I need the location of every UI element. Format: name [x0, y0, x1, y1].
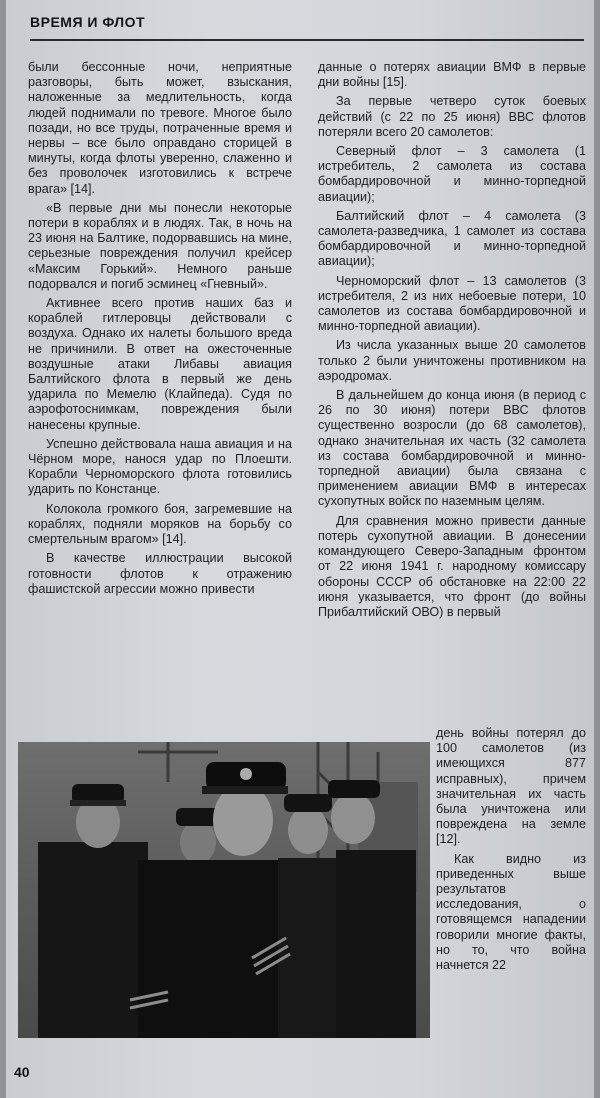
paragraph: данные о потерях авиации ВМФ в первые дни войны [15].: [318, 60, 586, 90]
magazine-page: [6, 0, 594, 1098]
header-divider: [30, 39, 584, 41]
section-header: ВРЕМЯ И ФЛОТ: [30, 14, 146, 30]
historical-photo-naval-officers: [18, 742, 430, 1038]
paragraph: Северный флот – 3 самолета (1 истребитель, 2 самолета из состава бомбардировочной и минно-торпедной авиации);: [318, 144, 586, 204]
right-text-column: [318, 60, 586, 624]
paragraph: «В первые дни мы понесли некоторые потери в кораблях и в людях. Так, в ночь на 23 июня на Балтике, подорвавшись на мине, серьезные повреждения получил крейсер «Максим Горький». Немного раньше подорвался и погиб эсминец «Гневный».: [28, 200, 292, 291]
paragraph: Как видно из приведенных выше результатов исследования, о готовящемся нападении говорили многие факты, но то, что война начнется 22: [436, 851, 586, 973]
paragraph: За первые четверо суток боевых действий (с 22 по 25 июня) ВВС флотов потеряли всего 20 самолетов:: [318, 94, 586, 139]
paragraph: Активнее всего против наших баз и кораблей гитлеровцы действовали с воздуха. Однако их налеты большого вреда не причинили. В ответ на ожесточенные воздушные атаки Либавы авиация Балтийского флота в первый же день ударила по Мемелю (Клайпеда). Судя по аэрофотоснимкам, повреждения были нанесены крупные.: [28, 296, 292, 432]
paragraph: день войны потерял до 100 самолетов (из имеющихся 877 исправных), причем значительная их часть была уничтожена или повреждена на земле [12].: [436, 726, 586, 847]
photo-wrap-text: [436, 726, 586, 977]
paragraph: Колокола громкого боя, загремевшие на кораблях, подняли моряков на борьбу со смертельным врагом» [14].: [28, 501, 292, 547]
page-number: 40: [14, 1064, 30, 1080]
paragraph: Из числа указанных выше 20 самолетов только 2 были уничтожены противником на аэродромах.: [318, 338, 586, 383]
left-text-column: [28, 60, 292, 601]
paragraph: Черноморский флот – 13 самолетов (3 истребителя, 2 из них небоевые потери, 10 самолетов из состава бомбардировочной и минно-торпедной авиации).: [318, 273, 586, 334]
paragraph: были бессонные ночи, неприятные разговоры, быть может, взыскания, наложенные за медлительность, когда людей поднимали по тревоге. Многое было позади, но все труды, потраченные время и нервы – все было оправдано сторицей в минуты, когда флоты уверенно, слаженно и без проволочек изготовились к встрече врага» [14].: [28, 60, 292, 196]
paragraph: Для сравнения можно привести данные потерь сухопутной авиации. В донесении командующего Северо-Западным фронтом от 22 июня 1941 г. народному комиссару обороны СССР об обстановке на 22:00 22 июня указывается, что фронт (до войны Прибалтийский ОВО) в первый: [318, 513, 586, 619]
photo-illustration: [18, 742, 430, 1038]
paragraph: Успешно действовала наша авиация и на Чёрном море, нанося удар по Плоешти. Корабли Черноморского флота готовились ударить по Констанце.: [28, 436, 292, 497]
paragraph: В качестве иллюстрации высокой готовности флотов к отражению фашистской агрессии можно привести: [28, 551, 292, 596]
paragraph: В дальнейшем до конца июня (в период с 26 по 30 июня) потери ВВС флотов существенно возросли (до 68 самолетов), однако значительная их часть (32 самолета из состава бомбардировочной и минно-торпедной авиации) была связана с применением авиации ВМФ в интересах сухопутных войск по наземным целям.: [318, 388, 586, 509]
paragraph: Балтийский флот – 4 самолета (3 самолета-разведчика, 1 самолет из состава бомбардировочной и минно-торпедной авиации);: [318, 208, 586, 269]
